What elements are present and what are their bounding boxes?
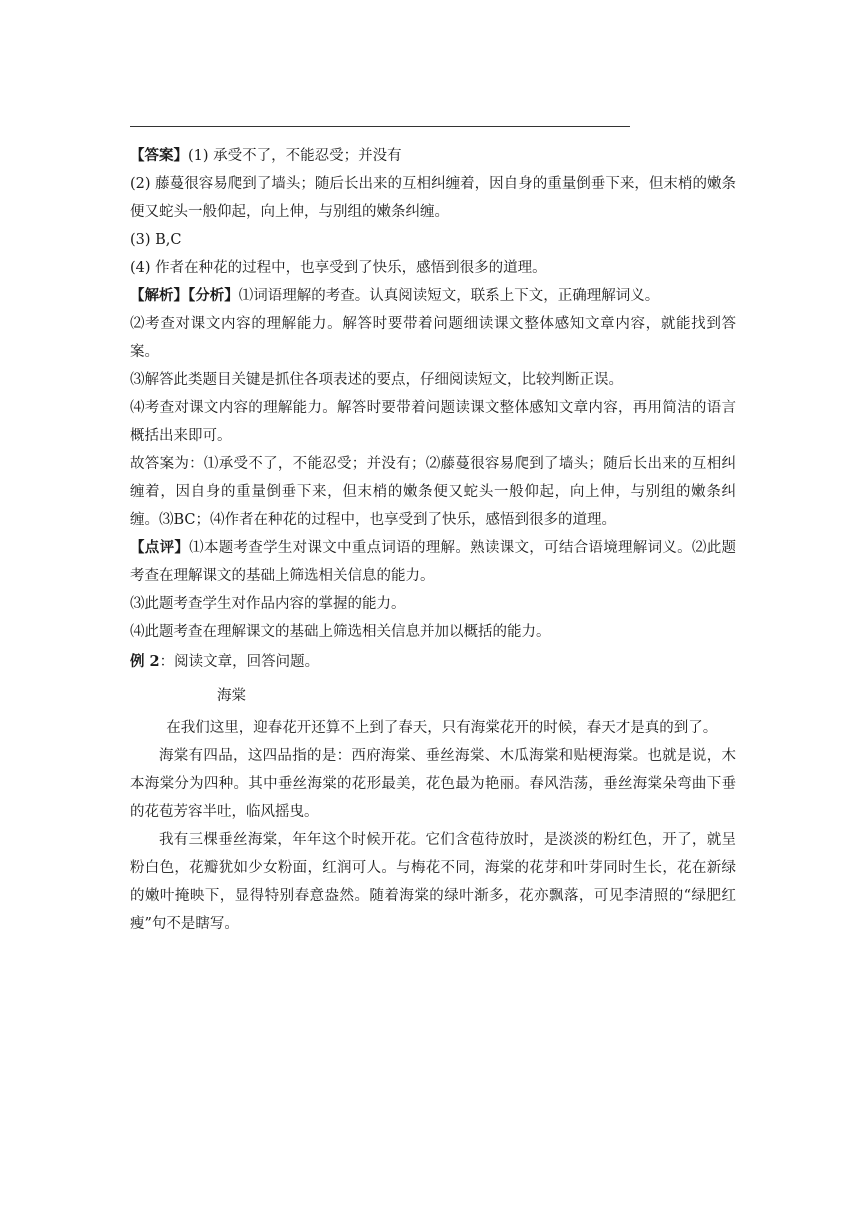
comment-tag: 【点评】	[130, 539, 190, 556]
example-label: 例 2	[130, 653, 160, 670]
analysis-p3: ⑶解答此类题目关键是抓住各项表述的要点，仔细阅读短文，比较判断正误。	[130, 372, 623, 388]
article-paragraph-2: 海棠有四品，这四品指的是：西府海棠、垂丝海棠、木瓜海棠和贴梗海棠。也就是说，木本海棠分为四种。其中垂丝海棠的花形最美，花色最为艳丽。春风浩荡，垂丝海棠朵弯曲下垂的花苞芳容半吐，临风摇曳。	[130, 748, 736, 820]
analysis-tag: 【解析】【分析】	[130, 287, 239, 304]
article-paragraph-3: 我有三棵垂丝海棠，年年这个时候开花。它们含苞待放时，是淡淡的粉红色，开了，就呈粉白色，花瓣犹如少女粉面，红润可人。与梅花不同，海棠的花芽和叶芽同时生长，花在新绿的嫩叶掩映下，显得特别春意盎然。随着海棠的绿叶渐多，花亦飘落，可见李清照的“绿肥红瘦”句不是瞎写。	[130, 832, 736, 932]
comment-p1-text: ⑴本题考查学生对课文中重点词语的理解。熟读课文，可结合语境理解词义。⑵此题考查在理解课文的基础上筛选相关信息的能力。	[130, 540, 737, 584]
article-paragraph-1: 在我们这里，迎春花开还算不上到了春天，只有海棠花开的时候，春天才是真的到了。	[166, 720, 718, 736]
answer-q2: (2) 藤蔓很容易爬到了墙头；随后长出来的互相纠缠着，因自身的重量倒垂下来，但末梢的嫩条便又蛇头一般仰起，向上伸，与别组的嫩条纠缠。	[130, 176, 736, 220]
header-rule	[130, 126, 630, 127]
example-instruction: ：阅读文章，回答问题。	[159, 654, 320, 670]
answer-q1-text: (1) 承受不了，不能忍受；并没有	[188, 148, 402, 164]
analysis-p1-text: ⑴词语理解的考查。认真阅读短文，联系上下文，正确理解词义。	[238, 288, 660, 304]
document-body	[130, 142, 736, 938]
article-title: 海棠	[217, 688, 246, 704]
answer-q4: (4) 作者在种花的过程中，也享受到了快乐，感悟到很多的道理。	[130, 260, 547, 276]
example-heading	[130, 648, 736, 676]
comment-p2: ⑶此题考查学生对作品内容的掌握的能力。	[130, 596, 406, 612]
analysis-summary: 故答案为：⑴承受不了，不能忍受；并没有；⑵藤蔓很容易爬到了墙头；随后长出来的互相纠缠着，因自身的重量倒垂下来，但末梢的嫩条便又蛇头一般仰起，向上伸，与别组的嫩条纠缠。⑶BC；⑷作者在种花的过程中，也享受到了快乐，感悟到很多的道理。	[130, 456, 736, 528]
answer-q3: (3) B,C	[130, 232, 182, 248]
answer-tag: 【答案】	[130, 147, 188, 164]
analysis-p4: ⑷考查对课文内容的理解能力。解答时要带着问题读课文整体感知文章内容，再用简洁的语言概括出来即可。	[130, 400, 736, 444]
comment-p3: ⑷此题考查在理解课文的基础上筛选相关信息并加以概括的能力。	[130, 624, 551, 640]
analysis-p1	[130, 282, 736, 310]
analysis-p2: ⑵考查对课文内容的理解能力。解答时要带着问题细读课文整体感知文章内容，就能找到答案。	[130, 316, 736, 360]
comment-p1	[130, 534, 736, 590]
answer-q1	[130, 142, 736, 170]
